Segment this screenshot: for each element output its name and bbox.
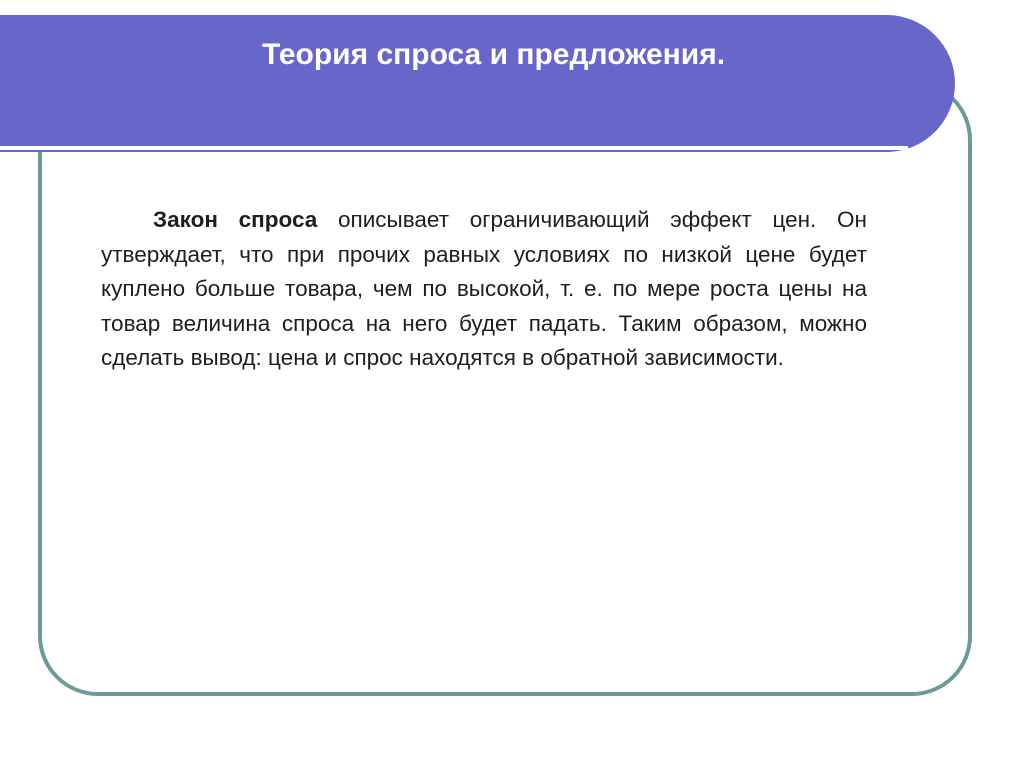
body-paragraph-text: описывает ограничивающий эффект цен. Он утверждает, что при прочих равных условиях по низкой цене будет куплено больше товара, чем по высокой, т. е. по мере роста цены на товар величина спроса на него будет падать. Таким образом, можно сделать вывод: цена и спрос находятся в обратной зависимости. xyxy=(101,207,867,370)
title-underline xyxy=(0,146,908,150)
content-frame xyxy=(38,80,972,696)
slide-title: Теория спроса и предложения. xyxy=(262,38,726,71)
body-paragraph xyxy=(101,203,867,376)
law-of-demand-term: Закон спроса xyxy=(153,207,318,232)
